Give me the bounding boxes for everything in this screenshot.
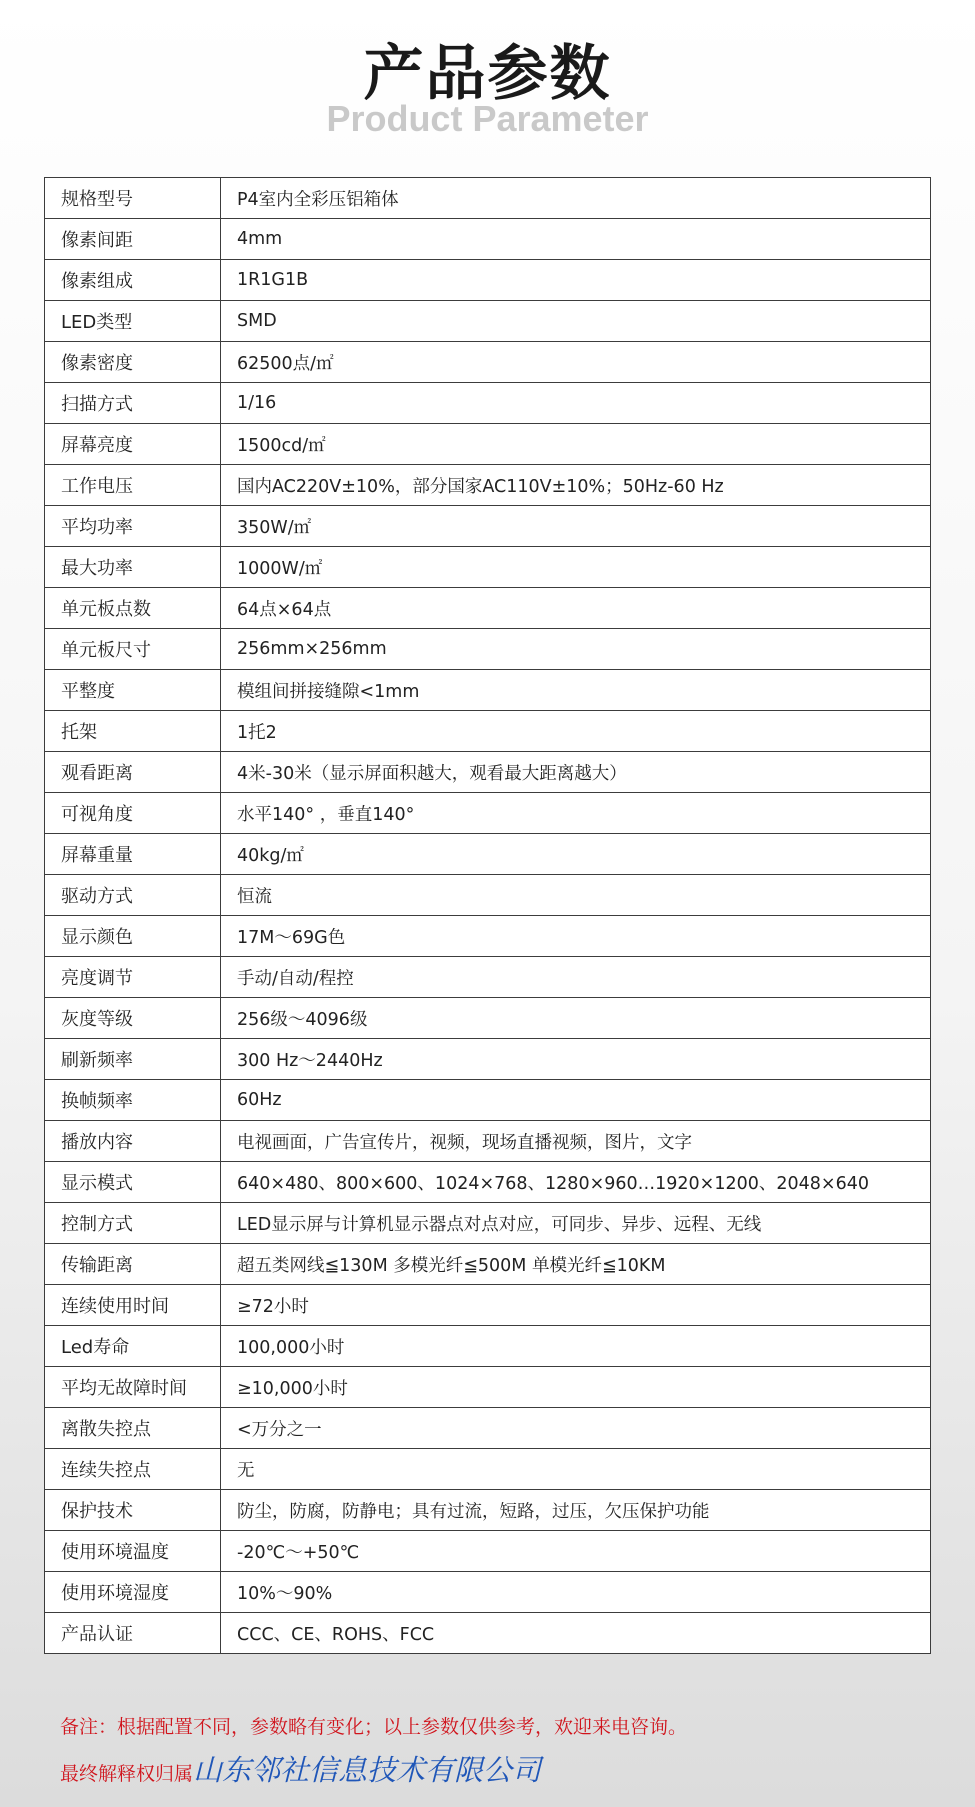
- footer-note: 备注：根据配置不同，参数略有变化；以上参数仅供参考，欢迎来电咨询。: [60, 1716, 688, 1738]
- param-value: LED显示屏与计算机显示器点对点对应，可同步、异步、远程、无线: [221, 1203, 931, 1244]
- param-value: 恒流: [221, 875, 931, 916]
- param-value: 1托2: [221, 711, 931, 752]
- param-value: 1R1G1B: [221, 260, 931, 301]
- table-row: [45, 1162, 931, 1203]
- param-value: 防尘，防腐，防静电；具有过流，短路，过压，欠压保护功能: [221, 1490, 931, 1531]
- param-value: 4mm: [221, 219, 931, 260]
- table-row: [45, 1039, 931, 1080]
- param-label: 连续使用时间: [45, 1285, 221, 1326]
- footer-attribution: [60, 1748, 541, 1789]
- param-value: 1500cd/㎡: [221, 424, 931, 465]
- param-value: 17M～69G色: [221, 916, 931, 957]
- param-label: Led寿命: [45, 1326, 221, 1367]
- param-label: 像素间距: [45, 219, 221, 260]
- page-subtitle: Product Parameter: [326, 98, 649, 139]
- table-row: [45, 1613, 931, 1654]
- table-row: [45, 219, 931, 260]
- parameter-table-body: [45, 178, 931, 1654]
- param-value: SMD: [221, 301, 931, 342]
- table-row: [45, 342, 931, 383]
- table-row: [45, 752, 931, 793]
- param-value: <万分之一: [221, 1408, 931, 1449]
- param-value: 手动/自动/程控: [221, 957, 931, 998]
- param-value: -20℃～+50℃: [221, 1531, 931, 1572]
- param-value: 无: [221, 1449, 931, 1490]
- param-value: 模组间拼接缝隙<1mm: [221, 670, 931, 711]
- param-value: 350W/㎡: [221, 506, 931, 547]
- table-row: [45, 1408, 931, 1449]
- param-label: 平均功率: [45, 506, 221, 547]
- param-label: 亮度调节: [45, 957, 221, 998]
- table-row: [45, 301, 931, 342]
- param-value: 640×480、800×600、1024×768、1280×960…1920×1200、2048×640: [221, 1162, 931, 1203]
- param-label: 保护技术: [45, 1490, 221, 1531]
- table-row: [45, 1531, 931, 1572]
- table-row: [45, 711, 931, 752]
- table-row: [45, 1244, 931, 1285]
- table-row: [45, 1326, 931, 1367]
- param-label: 工作电压: [45, 465, 221, 506]
- param-label: 换帧频率: [45, 1080, 221, 1121]
- table-row: [45, 178, 931, 219]
- param-value: 100,000小时: [221, 1326, 931, 1367]
- param-label: 平整度: [45, 670, 221, 711]
- param-label: 像素密度: [45, 342, 221, 383]
- table-row: [45, 1572, 931, 1613]
- param-value: ≥72小时: [221, 1285, 931, 1326]
- param-label: 显示颜色: [45, 916, 221, 957]
- param-value: 60Hz: [221, 1080, 931, 1121]
- param-value: 300 Hz～2440Hz: [221, 1039, 931, 1080]
- table-row: [45, 547, 931, 588]
- param-label: 最大功率: [45, 547, 221, 588]
- table-row: [45, 1121, 931, 1162]
- param-value: 256级～4096级: [221, 998, 931, 1039]
- param-value: ≥10,000小时: [221, 1367, 931, 1408]
- table-row: [45, 1490, 931, 1531]
- param-value: CCC、CE、ROHS、FCC: [221, 1613, 931, 1654]
- table-row: [45, 506, 931, 547]
- param-value: 1000W/㎡: [221, 547, 931, 588]
- param-label: 平均无故障时间: [45, 1367, 221, 1408]
- parameter-table: [44, 177, 931, 1654]
- table-row: [45, 260, 931, 301]
- param-label: 产品认证: [45, 1613, 221, 1654]
- param-label: 像素组成: [45, 260, 221, 301]
- param-value: 4米-30米（显示屏面积越大，观看最大距离越大）: [221, 752, 931, 793]
- param-value: 1/16: [221, 383, 931, 424]
- param-value: 水平140° ，垂直140°: [221, 793, 931, 834]
- param-label: 屏幕重量: [45, 834, 221, 875]
- company-name: 山东邻社信息技术有限公司: [193, 1753, 542, 1787]
- attribution-label: 最终解释权归属: [60, 1763, 194, 1785]
- table-row: [45, 834, 931, 875]
- param-label: 播放内容: [45, 1121, 221, 1162]
- param-value: 国内AC220V±10%，部分国家AC110V±10%；50Hz-60 Hz: [221, 465, 931, 506]
- param-label: 驱动方式: [45, 875, 221, 916]
- param-value: 电视画面，广告宣传片，视频，现场直播视频，图片，文字: [221, 1121, 931, 1162]
- param-label: 显示模式: [45, 1162, 221, 1203]
- param-label: 规格型号: [45, 178, 221, 219]
- table-row: [45, 424, 931, 465]
- param-label: 控制方式: [45, 1203, 221, 1244]
- table-row: [45, 957, 931, 998]
- param-value: 62500点/㎡: [221, 342, 931, 383]
- page-title: 产品参数: [363, 39, 612, 109]
- param-label: LED类型: [45, 301, 221, 342]
- param-label: 刷新频率: [45, 1039, 221, 1080]
- param-label: 连续失控点: [45, 1449, 221, 1490]
- table-row: [45, 875, 931, 916]
- table-row: [45, 670, 931, 711]
- param-label: 灰度等级: [45, 998, 221, 1039]
- param-value: 超五类网线≦130M 多模光纤≦500M 单模光纤≦10KM: [221, 1244, 931, 1285]
- param-label: 单元板点数: [45, 588, 221, 629]
- page-header: [0, 38, 975, 138]
- param-label: 扫描方式: [45, 383, 221, 424]
- param-value: 64点×64点: [221, 588, 931, 629]
- param-value: 256mm×256mm: [221, 629, 931, 670]
- table-row: [45, 793, 931, 834]
- param-label: 传输距离: [45, 1244, 221, 1285]
- table-row: [45, 1367, 931, 1408]
- table-row: [45, 1449, 931, 1490]
- param-label: 使用环境温度: [45, 1531, 221, 1572]
- param-label: 观看距离: [45, 752, 221, 793]
- param-label: 单元板尺寸: [45, 629, 221, 670]
- param-label: 使用环境湿度: [45, 1572, 221, 1613]
- param-label: 可视角度: [45, 793, 221, 834]
- table-row: [45, 1080, 931, 1121]
- table-row: [45, 465, 931, 506]
- param-label: 托架: [45, 711, 221, 752]
- table-row: [45, 916, 931, 957]
- param-value: 10%～90%: [221, 1572, 931, 1613]
- table-row: [45, 629, 931, 670]
- param-value: 40kg/㎡: [221, 834, 931, 875]
- table-row: [45, 1203, 931, 1244]
- param-label: 屏幕亮度: [45, 424, 221, 465]
- param-value: P4室内全彩压铝箱体: [221, 178, 931, 219]
- table-row: [45, 383, 931, 424]
- table-row: [45, 1285, 931, 1326]
- table-row: [45, 998, 931, 1039]
- table-row: [45, 588, 931, 629]
- param-label: 离散失控点: [45, 1408, 221, 1449]
